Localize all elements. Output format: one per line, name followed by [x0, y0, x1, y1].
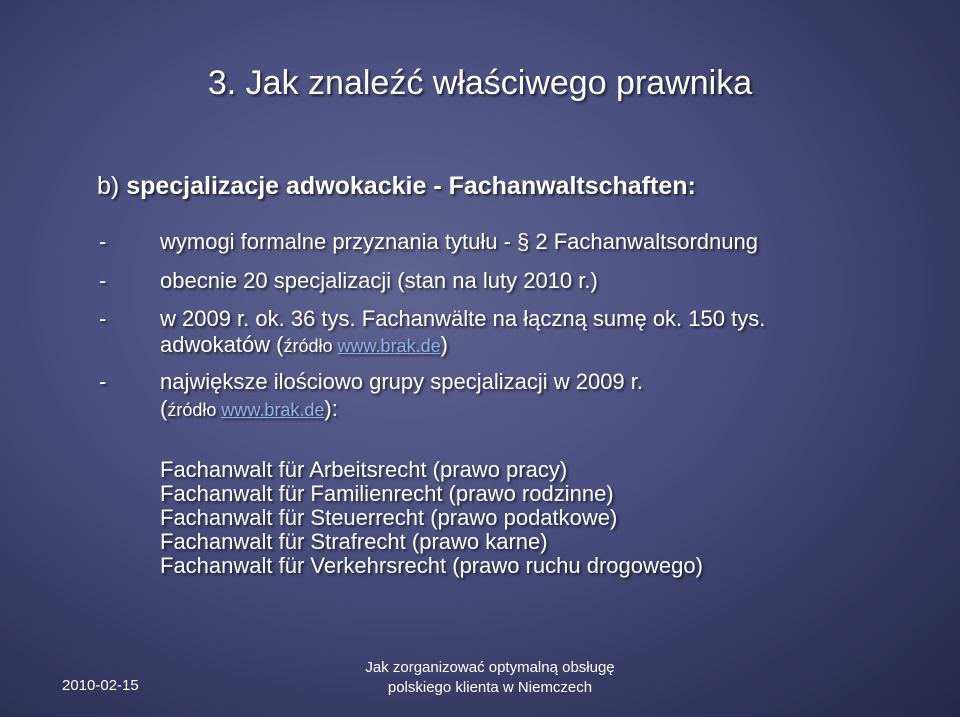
- bullet-cont-post: ): [440, 332, 448, 357]
- footer-title: [310, 658, 670, 698]
- specialization-list: [160, 458, 703, 578]
- section-label: b): [97, 172, 127, 200]
- bullet-text: największe ilościowo grupy specjalizacji w 2009 r.: [160, 369, 644, 394]
- specialization-item: Fachanwalt für Arbeitsrecht (prawo pracy): [160, 457, 568, 482]
- bullet-dash: -: [99, 369, 107, 394]
- footer-title-line2: polskiego klienta w Niemczech: [387, 679, 593, 696]
- footer-title-line1: Jak zorganizować optymalną obsługę: [365, 659, 615, 676]
- bullet-dash: -: [99, 268, 107, 293]
- section-heading: [97, 172, 696, 201]
- specialization-item: Fachanwalt für Steuerrecht (prawo podatkowe): [160, 505, 618, 530]
- source-link[interactable]: www.brak.de: [337, 336, 441, 356]
- bullet-dash: -: [99, 306, 107, 331]
- specialization-item: Fachanwalt für Familienrecht (prawo rodzinne): [160, 481, 614, 506]
- slide-title: 3. Jak znaleźć właściwego prawnika: [207, 64, 753, 102]
- bullet-cont-pre: (: [160, 396, 168, 421]
- section-text: specjalizacje adwokackie - Fachanwaltschaften:: [126, 172, 696, 200]
- bullet-cont-pre: adwokatów (: [160, 332, 284, 357]
- bullet-dash: -: [99, 229, 107, 254]
- bullet-text: w 2009 r. ok. 36 tys. Fachanwälte na łączną sumę ok. 150 tys.: [160, 306, 766, 331]
- source-link[interactable]: www.brak.de: [221, 400, 325, 420]
- bullet-text: wymogi formalne przyznania tytułu - § 2 Fachanwaltsordnung: [160, 229, 758, 254]
- footer-date: 2010-02-15: [62, 677, 139, 694]
- source-label: źródło: [283, 336, 338, 356]
- source-label: źródło: [167, 400, 222, 420]
- specialization-item: Fachanwalt für Strafrecht (prawo karne): [160, 529, 548, 554]
- bullet-cont-post: ):: [324, 396, 338, 421]
- bullet-text: obecnie 20 specjalizacji (stan na luty 2010 r.): [160, 268, 598, 293]
- specialization-item: Fachanwalt für Verkehrsrecht (prawo ruchu drogowego): [160, 553, 703, 578]
